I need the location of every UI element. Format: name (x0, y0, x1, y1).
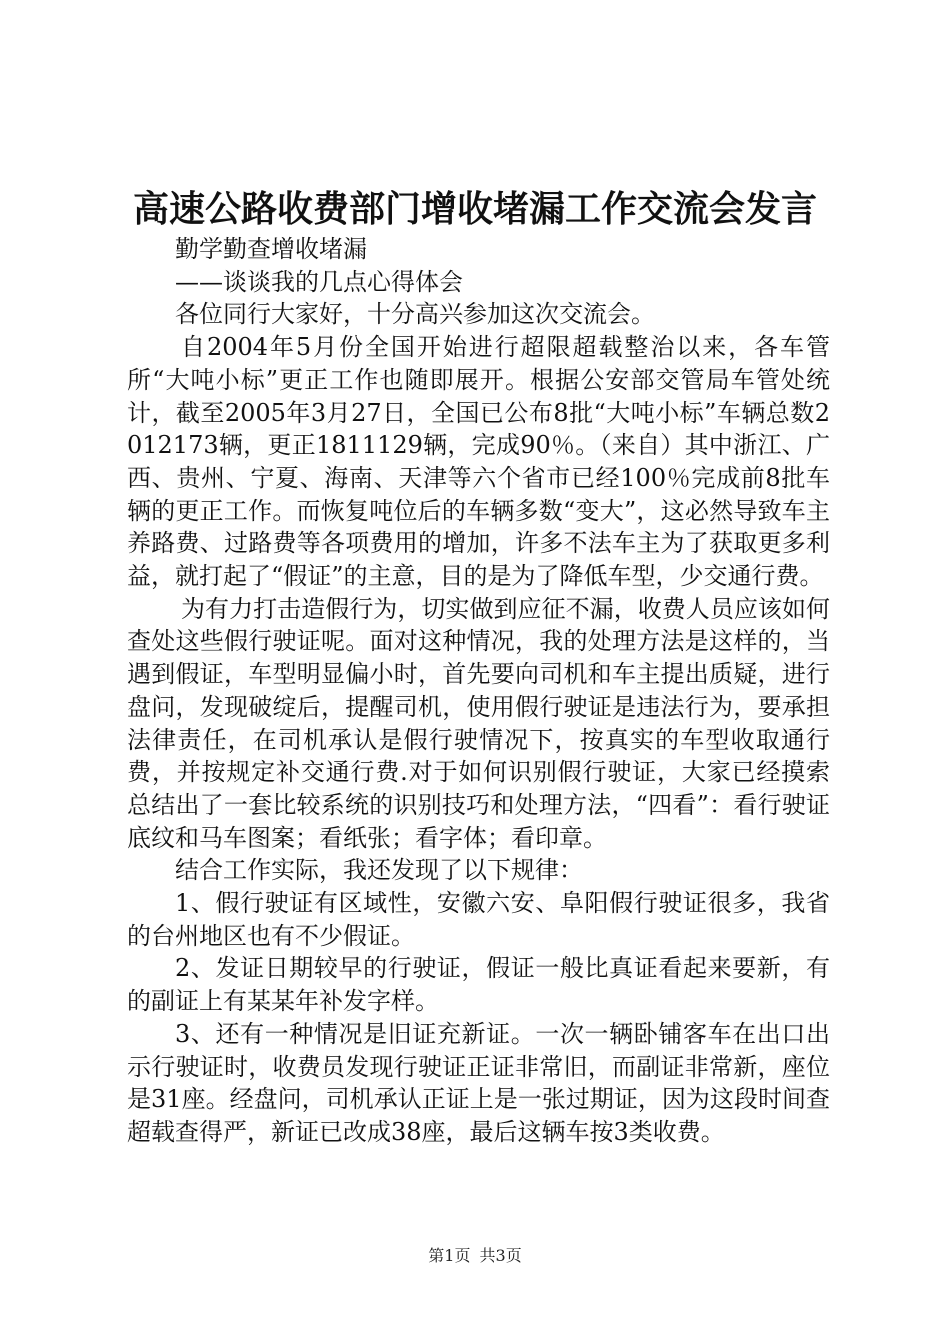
body-paragraph: 自2004年5月份全国开始进行超限超载整治以来，各车管所“大吨小标”更正工作也随即展开。根据公安部交管局车管处统计，截至2005年3月27日，全国已公布8批“大吨小标”车辆总数2012173辆，更正1811129辆，完成90％。（来自）其中浙江、广西、贵州、宁夏、海南、天津等六个省市已经100％完成前8批车辆的更正工作。而恢复吨位后的车辆多数“变大”，这必然导致车主养路费、过路费等各项费用的增加，许多不法车主为了获取更多利益，就打起了“假证”的主意，目的是为了降低车型，少交通行费。 (127, 333, 830, 591)
greeting-paragraph: 各位同行大家好，十分高兴参加这次交流会。 (175, 300, 655, 329)
subtitle-line: ——谈谈我的几点心得体会 (175, 267, 463, 296)
document-title: 高速公路收费部门增收堵漏工作交流会发言 (132, 188, 817, 230)
page-number: 第1页 (428, 1246, 471, 1265)
list-item: 2、发证日期较早的行驶证，假证一般比真证看起来要新，有的副证上有某某年补发字样。 (127, 954, 830, 1016)
page-total: 共3页 (479, 1246, 522, 1265)
subtitle-line: 勤学勤查增收堵漏 (175, 235, 367, 263)
document-body (127, 233, 830, 1149)
list-item: 3、还有一种情况是旧证充新证。一次一辆卧铺客车在出口出示行驶证时，收费员发现行驶证正证非常旧，而副证非常新，座位是31座。经盘问，司机承认正证上是一张过期证，因为这段时间查超载查得严，新证已改成38座，最后这辆车按3类收费。 (127, 1019, 830, 1146)
body-paragraph: 结合工作实际，我还发现了以下规律： (175, 856, 583, 885)
page-footer (0, 1244, 950, 1268)
list-item: 1、假行驶证有区域性，安徽六安、阜阳假行驶证很多，我省的台州地区也有不少假证。 (127, 889, 830, 950)
body-paragraph: 为有力打击造假行为，切实做到应征不漏，收费人员应该如何查处这些假行驶证呢。面对这种情况，我的处理方法是这样的，当遇到假证，车型明显偏小时，首先要向司机和车主提出质疑，进行盘问，发现破绽后，提醒司机，使用假行驶证是违法行为，要承担法律责任，在司机承认是假行驶情况下，按真实的车型收取通行费，并按规定补交通行费.对于如何识别假行驶证，大家已经摸索总结出了一套比较系统的识别技巧和处理方法，“四看”：看行驶证底纹和马车图案；看纸张；看字体；看印章。 (127, 594, 830, 852)
